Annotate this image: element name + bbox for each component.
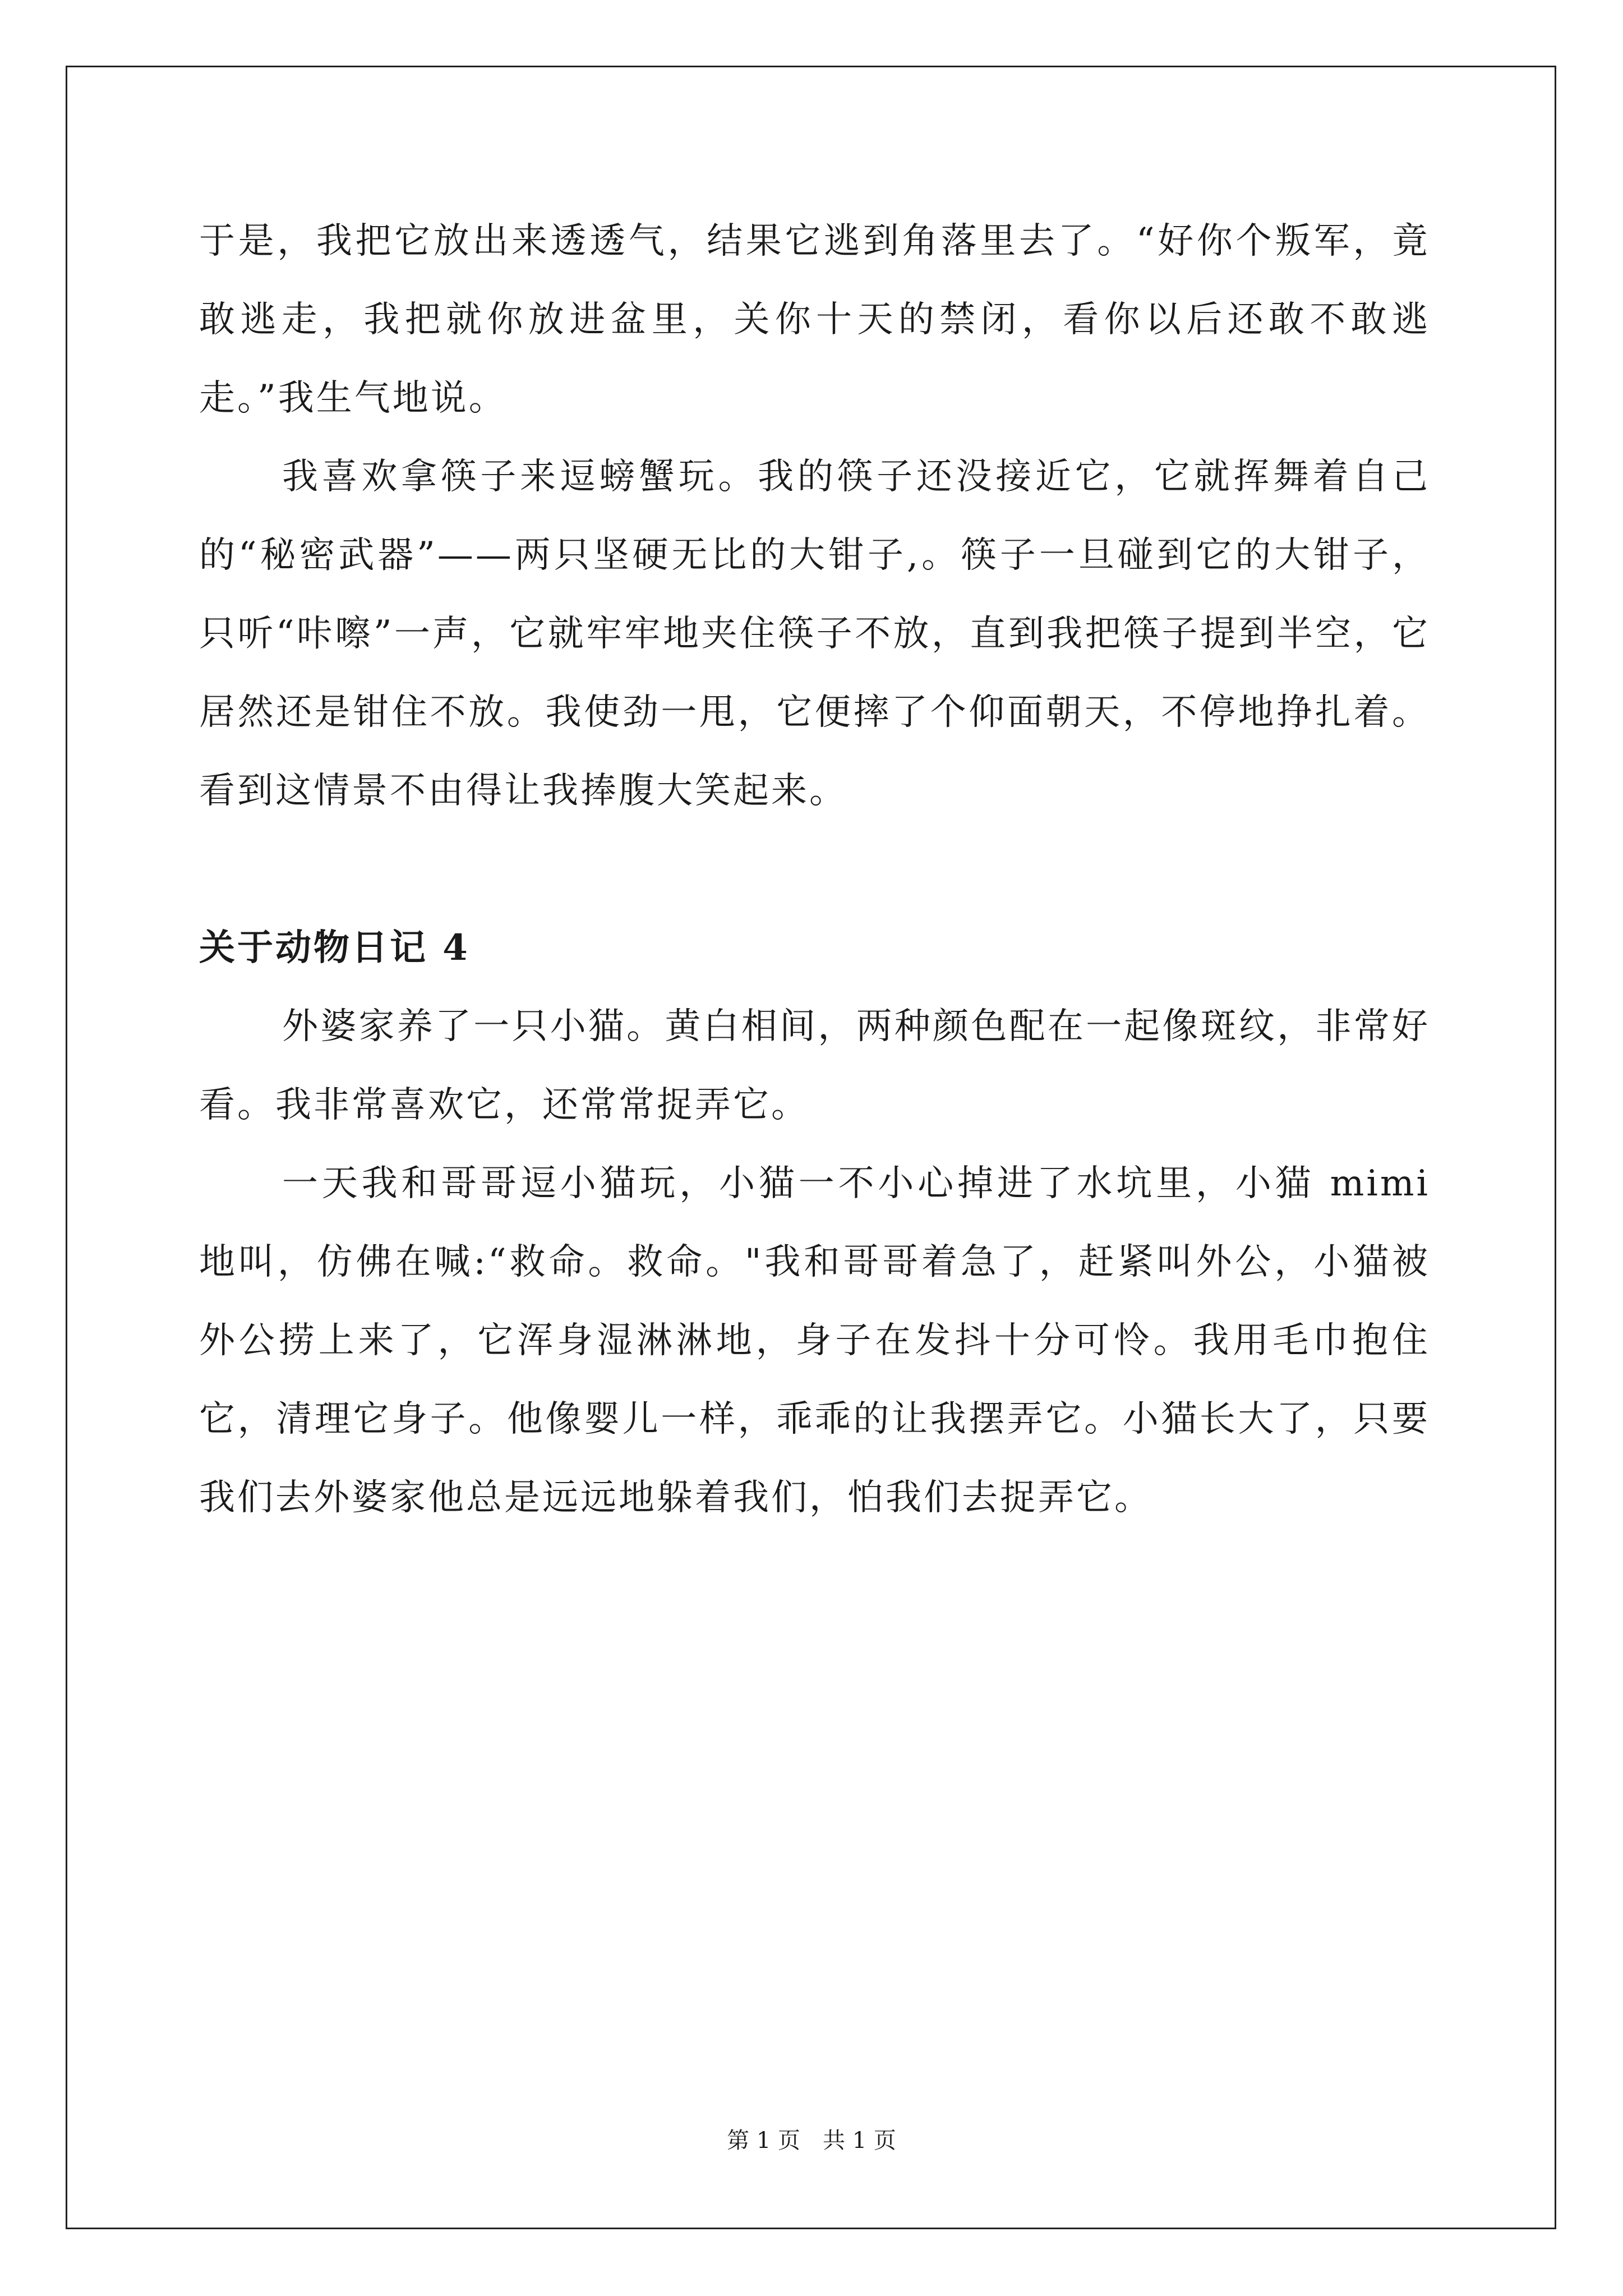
page-footer	[0, 2125, 1623, 2156]
page-count: 共 1 页	[823, 2128, 896, 2154]
section-heading: 关于动物日记 4	[199, 927, 470, 969]
document-body	[199, 202, 1430, 1537]
paragraph-1: 于是，我把它放出来透透气，结果它逃到角落里去了。“好你个叛军，竟敢逃走，我把就你放进盆里，关你十天的禁闭，看你以后还敢不敢逃走。”我生气地说。	[199, 220, 1430, 419]
paragraph-4: 一天我和哥哥逗小猫玩，小猫一不小心掉进了水坑里，小猫 mimi 地叫，仿佛在喊:“救命。救命。"我和哥哥着急了，赶紧叫外公，小猫被外公捞上来了，它浑身湿淋淋地，身子在发抖十分可怜。我用毛巾抱住它，清理它身子。他像婴儿一样，乖乖的让我摆弄它。小猫长大了，只要我们去外婆家他总是远远地躲着我们，怕我们去捉弄它。	[199, 1163, 1430, 1519]
page-number: 第 1 页	[727, 2128, 800, 2154]
paragraph-2: 我喜欢拿筷子来逗螃蟹玩。我的筷子还没接近它，它就挥舞着自己的“秘密武器”——两只坚硬无比的大钳子,。筷子一旦碰到它的大钳子，只听“咔嚓”一声，它就牢牢地夹住筷子不放，直到我把筷子提到半空，它居然还是钳住不放。我使劲一甩，它便摔了个仰面朝天，不停地挣扎着。看到这情景不由得让我捧腹大笑起来。	[199, 456, 1430, 812]
paragraph-3: 外婆家养了一只小猫。黄白相间，两种颜色配在一起像斑纹，非常好看。我非常喜欢它，还常常捉弄它。	[199, 1006, 1430, 1126]
